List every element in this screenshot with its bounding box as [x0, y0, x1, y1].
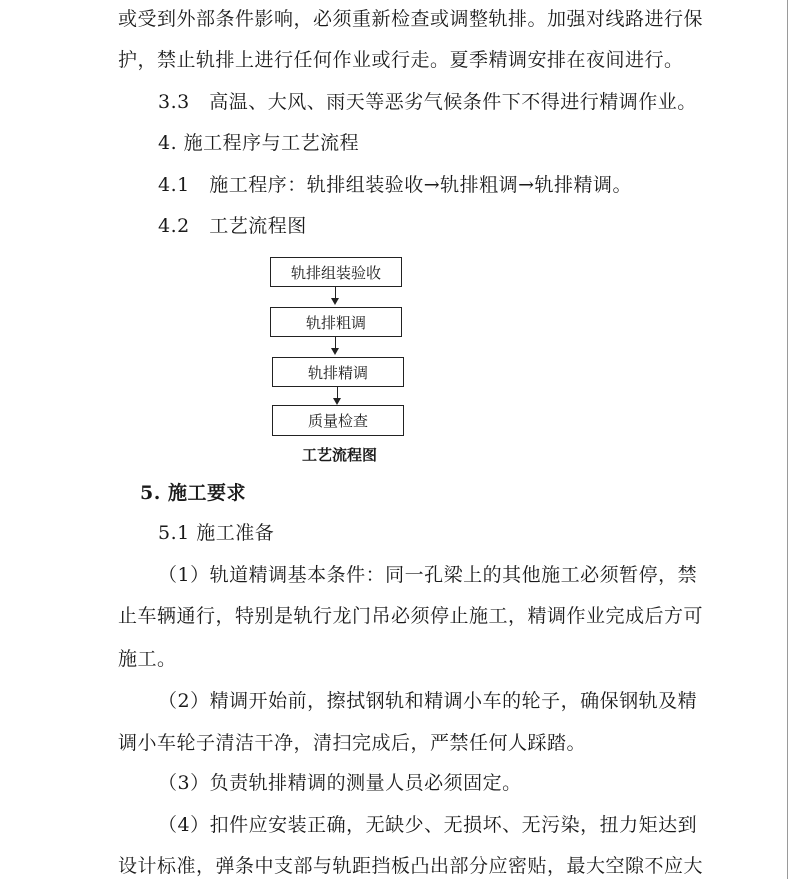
- paragraph-line: （4）扣件应安装正确，无缺少、无损坏、无污染，扭力矩达到: [158, 814, 698, 836]
- section-4-heading: 4. 施工程序与工艺流程: [158, 132, 360, 154]
- flowchart-caption: 工艺流程图: [302, 446, 378, 464]
- paragraph-line: 调小车轮子清洁干净，清扫完成后，严禁任何人踩踏。: [118, 732, 587, 754]
- flow-step-fine-adjust: 轨排精调: [272, 357, 404, 387]
- arrow-down-icon: [331, 298, 339, 305]
- section-5-heading: 5. 施工要求: [140, 482, 246, 504]
- paragraph-line: 或受到外部条件影响，必须重新检查或调整轨排。加强对线路进行保: [118, 8, 704, 30]
- paragraph-line: 施工。: [118, 648, 177, 670]
- paragraph-line: （1）轨道精调基本条件：同一孔梁上的其他施工必须暂停，禁: [158, 564, 698, 586]
- arrow-down-icon: [331, 348, 339, 355]
- flow-arrow: [335, 287, 336, 298]
- section-3-3: 3.3 高温、大风、雨天等恶劣气候条件下不得进行精调作业。: [158, 91, 697, 113]
- paragraph-line: （2）精调开始前，擦拭钢轨和精调小车的轮子，确保钢轨及精: [158, 690, 698, 712]
- paragraph-line: 设计标准，弹条中支部与轨距挡板凸出部分应密贴，最大空隙不应大: [118, 855, 704, 877]
- section-4-2: 4.2 工艺流程图: [158, 215, 307, 237]
- flow-step-quality-check: 质量检查: [272, 405, 404, 436]
- paragraph-line: 止车辆通行，特别是轨行龙门吊必须停止施工，精调作业完成后方可: [118, 605, 704, 627]
- paragraph-line: 护，禁止轨排上进行任何作业或行走。夏季精调安排在夜间进行。: [118, 49, 684, 71]
- flow-arrow: [337, 387, 338, 398]
- flow-step-assembly-acceptance: 轨排组装验收: [270, 257, 402, 287]
- section-5-1: 5.1 施工准备: [158, 522, 275, 544]
- paragraph-line: （3）负责轨排精调的测量人员必须固定。: [158, 772, 522, 794]
- flow-step-rough-adjust: 轨排粗调: [270, 307, 402, 337]
- section-4-1: 4.1 施工程序：轨排组装验收→轨排粗调→轨排精调。: [158, 174, 633, 196]
- flow-arrow: [335, 337, 336, 348]
- page-edge-rule: [787, 0, 788, 879]
- arrow-down-icon: [333, 398, 341, 405]
